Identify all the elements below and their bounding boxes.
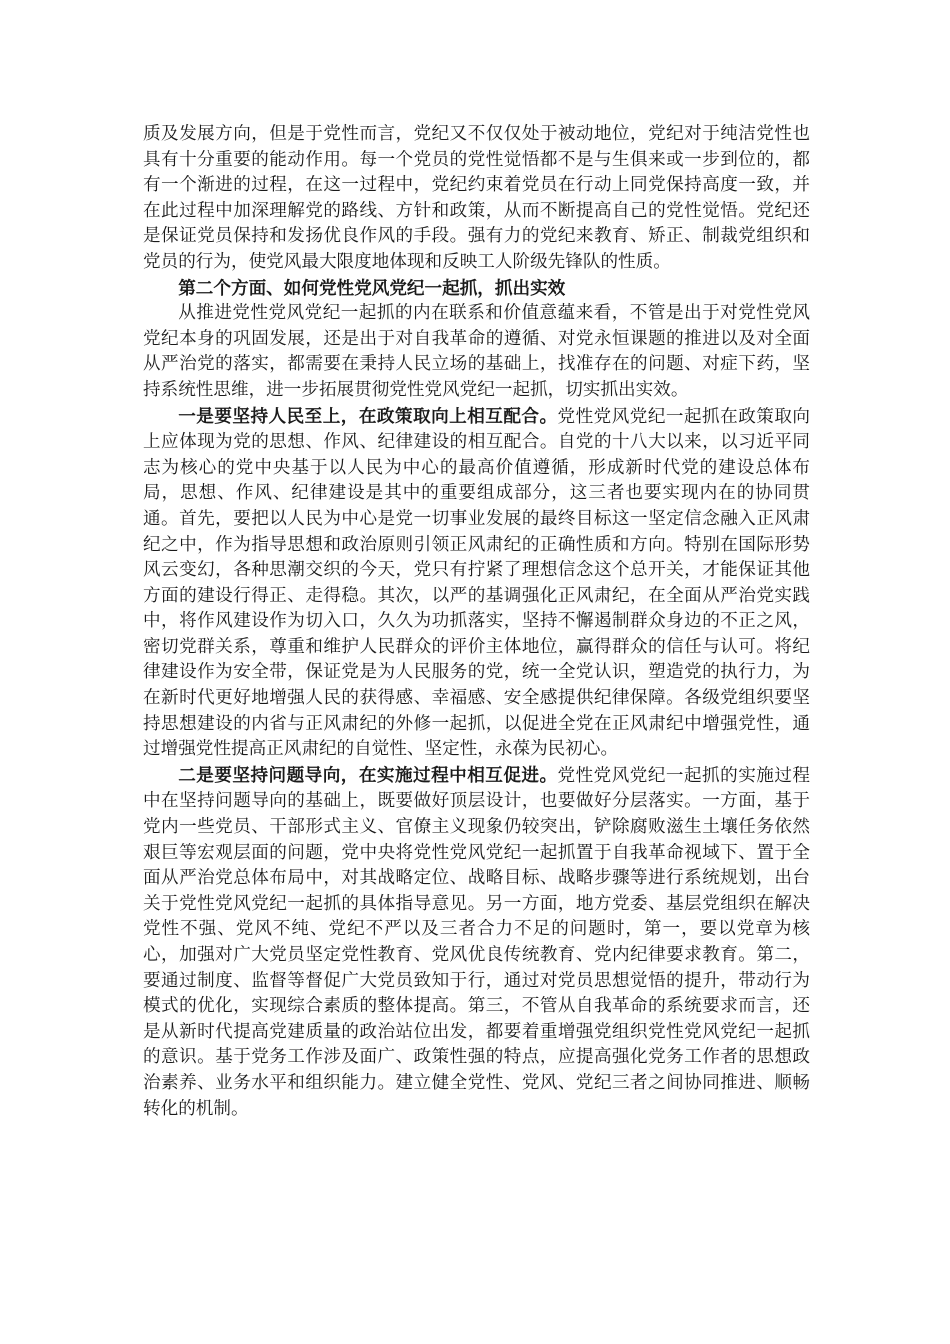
point-two-lead: 二是要坚持问题导向，在实施过程中相互促进。 [178,764,558,786]
paragraph-continuation: 质及发展方向，但是于党性而言，党纪又不仅仅处于被动地位，党纪对于纯洁党性也具有十分重要的能动作用。每一个党员的党性觉悟都不是与生俱来或一步到位的，都有一个渐进的过程，在这一过程中，党纪约束着党员在行动上同党保持高度一致，并在此过程中加深理解党的路线、方针和政策，从而不断提高自己的党性觉悟。党纪还是保证党员保持和发扬优良作风的手段。强有力的党纪来教育、矫正、制裁党组织和党员的行为，使党风最大限度地体现和反映工人阶级先锋队的性质。 [143,124,810,272]
paragraph-intro: 从推进党性党风党纪一起抓的内在联系和价值意蕴来看，不管是出于对党性党风党纪本身的巩固发展，还是出于对自我革命的遵循、对党永恒课题的推进以及对全面从严治党的落实，都需要在秉持人民立场的基础上，找准存在的问题、对症下药，坚持系统性思维，进一步拓展贯彻党性党风党纪一起抓，切实抓出实效。 [143,303,810,400]
document-body [143,122,810,1122]
point-one-lead: 一是要坚持人民至上，在政策取向上相互配合。 [178,405,558,427]
point-two-body: 党性党风党纪一起抓的实施过程中在坚持问题导向的基础上，既要做好顶层设计，也要做好分层落实。一方面，基于党内一些党员、干部形式主义、官僚主义现象仍较突出，铲除腐败滋生土壤任务依然艰巨等宏观层面的问题，党中央将党性党风党纪一起抓置于自我革命视域下、置于全面从严治党总体布局中，对其战略定位、战略目标、战略步骤等进行系统规划，出台关于党性党风党纪一起抓的具体指导意见。另一方面，地方党委、基层党组织在解决党性不强、党风不纯、党纪不严以及三者合力不足的问题时，第一，要以党章为核心，加强对广大党员坚定党性教育、党风优良传统教育、党内纪律要求教育。第二，要通过制度、监督等督促广大党员致知于行，通过对党员思想觉悟的提升，带动行为模式的优化，实现综合素质的整体提高。第三，不管从自我革命的系统要求而言，还是从新时代提高党建质量的政治站位出发，都要着重增强党组织党性党风党纪一起抓的意识。基于党务工作涉及面广、政策性强的特点，应提高强化党务工作者的思想政治素养、业务水平和组织能力。建立健全党性、党风、党纪三者之间协同推进、顺畅转化的机制。 [143,765,810,1119]
section-heading: 第二个方面、如何党性党风党纪一起抓，抓出实效 [178,277,566,299]
paragraph-point-two [143,763,810,1122]
paragraph-point-one [143,404,810,763]
point-one-body: 党性党风党纪一起抓在政策取向上应体现为党的思想、作风、纪律建设的相互配合。自党的十八大以来，以习近平同志为核心的党中央基于以人民为中心的最高价值遵循，形成新时代党的建设总体布局，思想、作风、纪律建设是其中的重要组成部分，这三者也要实现内在的协同贯通。首先，要把以人民为中心是党一切事业发展的最终目标这一坚定信念融入正风肃纪之中，作为指导思想和政治原则引领正风肃纪的正确性质和方向。特别在国际形势风云变幻，各种思潮交织的今天，党只有拧紧了理想信念这个总开关，才能保证其他方面的建设行得正、走得稳。其次，以严的基调强化正风肃纪，在全面从严治党实践中，将作风建设作为切入口，久久为功抓落实，坚持不懈遏制群众身边的不正之风，密切党群关系，尊重和维护人民群众的评价主体地位，赢得群众的信任与认可。将纪律建设作为安全带，保证党是为人民服务的党，统一全党认识，塑造党的执行力，为在新时代更好地增强人民的获得感、幸福感、安全感提供纪律保障。各级党组织要坚持思想建设的内省与正风肃纪的外修一起抓，以促进全党在正风肃纪中增强党性，通过增强党性提高正风肃纪的自觉性、坚定性，永葆为民初心。 [143,406,810,760]
